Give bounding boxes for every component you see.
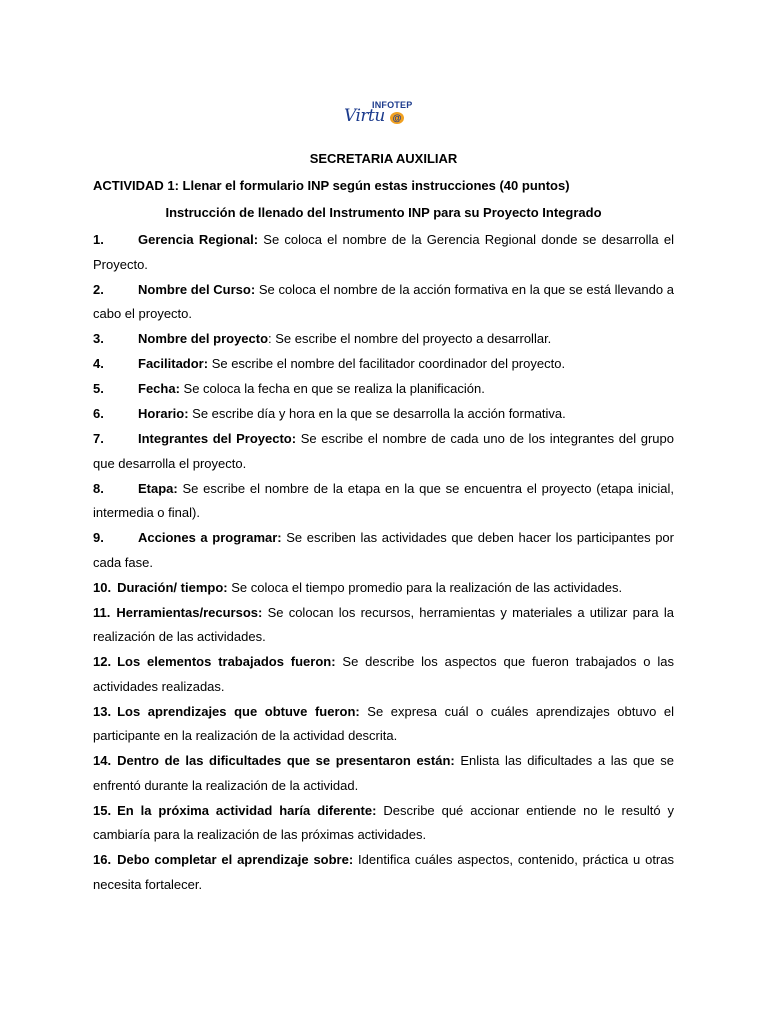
item-label: Duración/ tiempo: <box>117 579 228 595</box>
item-text: Se describe los aspectos que fueron trabajados o las actividades realizadas. <box>93 654 674 694</box>
item-label: Gerencia Regional: <box>138 232 259 247</box>
list-item <box>93 799 674 848</box>
list-item <box>93 427 674 476</box>
list-item <box>93 352 674 377</box>
item-label: Integrantes del Proyecto: <box>138 431 297 446</box>
list-item <box>93 278 674 327</box>
list-item <box>93 601 674 650</box>
list-item <box>93 526 674 575</box>
document-title: SECRETARIA AUXILIAR <box>309 151 458 166</box>
item-text: Se expresa cuál o cuáles aprendizajes obtuvo el participante en la realización de la actividad descrita. <box>93 703 674 743</box>
item-label: Dentro de las dificultades que se presentaron están: <box>117 753 455 768</box>
item-number: 13. <box>93 703 112 719</box>
item-label: Fecha: <box>138 381 180 396</box>
item-text: Se escribe el nombre del facilitador coordinador del proyecto. <box>208 356 566 371</box>
instruction-list <box>93 228 674 897</box>
list-item <box>93 749 674 798</box>
item-label: Los elementos trabajados fueron: <box>117 654 336 669</box>
list-item <box>93 228 674 277</box>
document-body <box>93 150 674 898</box>
item-label: Debo completar el aprendizaje sobre: <box>117 852 354 867</box>
list-item <box>93 402 674 427</box>
item-label: Herramientas/recursos: <box>116 604 263 620</box>
item-number: 16. <box>93 852 112 867</box>
item-text: Identifica cuáles aspectos, contenido, práctica u otras necesita fortalecer. <box>93 852 674 892</box>
item-text: Se coloca el nombre de la acción formativa en la que se está llevando a cabo el proyecto. <box>93 281 674 321</box>
item-text: Se colocan los recursos, herramientas y materiales a utilizar para la realización de las actividades. <box>93 604 674 644</box>
infotep-virtual-logo <box>340 92 424 132</box>
item-number: 12. <box>93 654 112 669</box>
item-number: 3. <box>93 331 104 346</box>
item-number: 9. <box>93 530 104 545</box>
list-item <box>93 576 674 601</box>
item-text: Se escribe el nombre de cada uno de los integrantes del grupo que desarrolla el proyecto. <box>93 431 674 471</box>
item-number: 11. <box>93 604 111 620</box>
logo-script-text: Virtu <box>344 106 385 126</box>
list-item <box>93 477 674 526</box>
item-text: Se escribe el nombre de la etapa en la que se encuentra el proyecto (etapa inicial, intermedia o final). <box>93 480 674 520</box>
item-label: Horario: <box>138 406 189 421</box>
item-number: 10. <box>93 579 112 595</box>
item-number: 14. <box>93 753 112 768</box>
item-label: Acciones a programar: <box>138 530 282 545</box>
instructions-subtitle: Instrucción de llenado del Instrumento INP para su Proyecto Integrado <box>165 205 602 220</box>
item-text: Se escriben las actividades que deben hacer los participantes por cada fase. <box>93 530 674 570</box>
item-number: 7. <box>93 431 104 446</box>
item-number: 2. <box>93 281 104 297</box>
list-item <box>93 700 674 749</box>
item-label: Nombre del Curso: <box>138 281 256 297</box>
item-text: Se coloca la fecha en que se realiza la planificación. <box>179 381 485 396</box>
item-text: Se escribe día y hora en la que se desarrolla la acción formativa. <box>188 406 566 421</box>
list-item <box>93 848 674 897</box>
item-number: 5. <box>93 381 104 396</box>
item-text: Se coloca el tiempo promedio para la realización de las actividades. <box>227 579 623 595</box>
item-text: Enlista las dificultades a las que se enfrentó durante la realización de la actividad. <box>93 753 674 793</box>
item-label: Los aprendizajes que obtuve fueron: <box>117 703 360 719</box>
item-number: 6. <box>93 406 104 421</box>
item-number: 8. <box>93 480 104 496</box>
item-text: Se coloca el nombre de la Gerencia Regional donde se desarrolla el Proyecto. <box>93 232 674 272</box>
item-label: Facilitador: <box>138 356 209 371</box>
logo-wordmark: INFOTEP <box>372 100 413 110</box>
item-label: Nombre del proyecto <box>138 331 269 346</box>
item-text: Describe qué accionar entiende no le resultó y cambiaría para la realización de las próximas actividades. <box>93 802 674 842</box>
activity-heading: ACTIVIDAD 1: Llenar el formulario INP según estas instrucciones (40 puntos) <box>93 178 570 193</box>
item-number: 1. <box>93 232 104 247</box>
list-item <box>93 327 674 352</box>
item-number: 4. <box>93 356 104 371</box>
item-text: : Se escribe el nombre del proyecto a desarrollar. <box>268 331 552 346</box>
logo-at-icon: @ <box>390 112 404 124</box>
item-label: En la próxima actividad haría diferente: <box>117 802 377 818</box>
item-number: 15. <box>93 802 112 818</box>
list-item <box>93 377 674 402</box>
item-label: Etapa: <box>138 480 178 496</box>
list-item <box>93 650 674 699</box>
